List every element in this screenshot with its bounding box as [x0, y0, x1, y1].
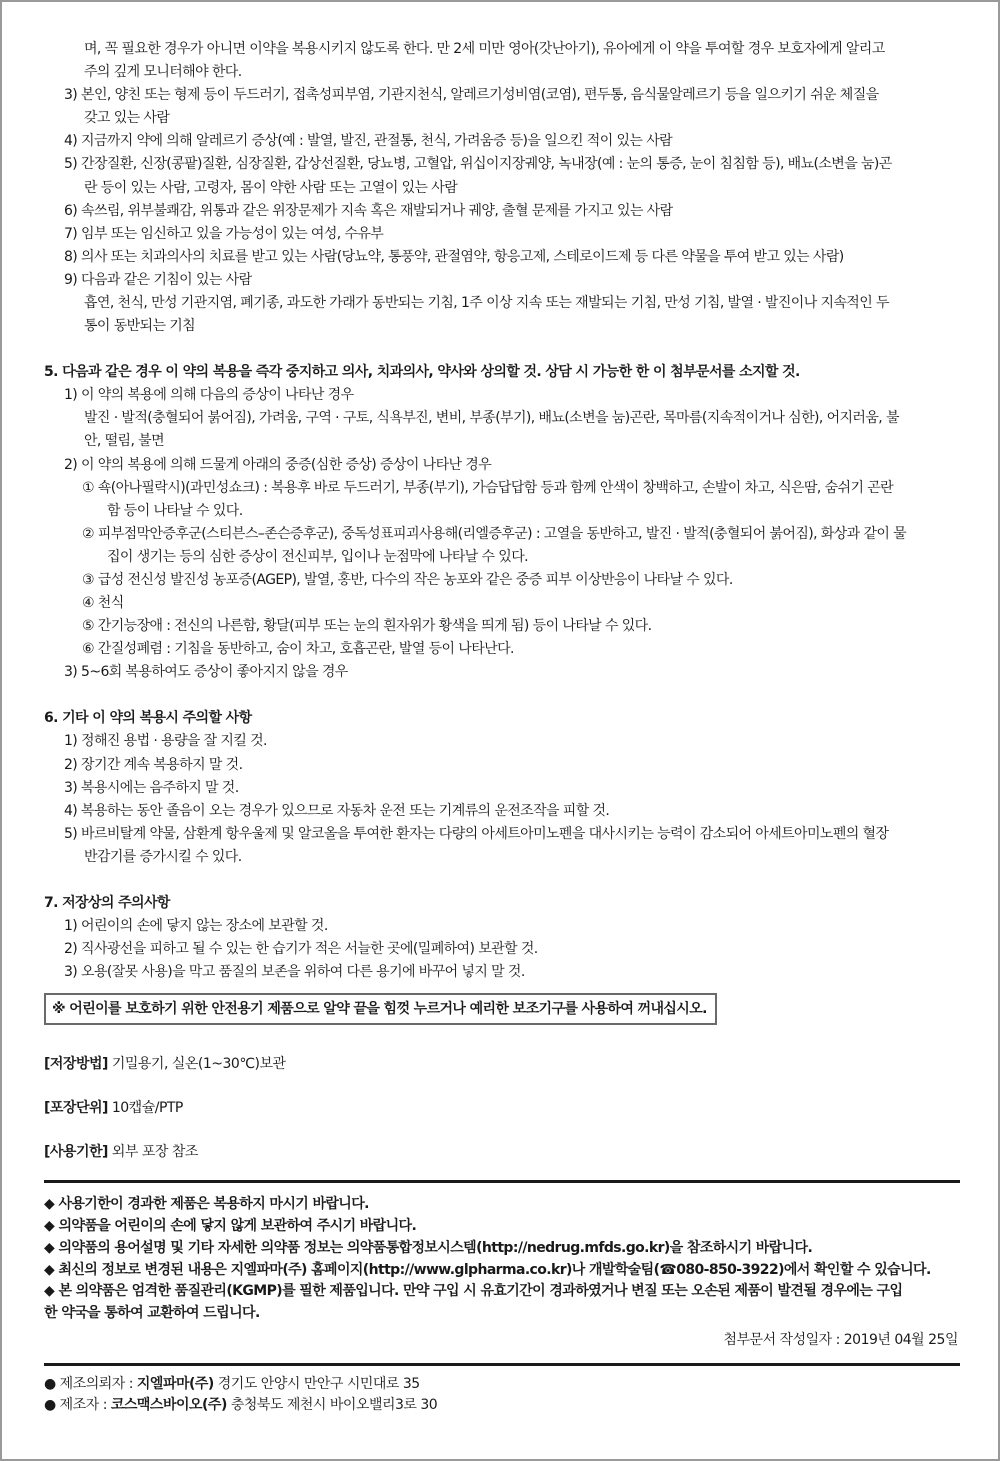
text-line: 5) 바르비탈계 약물, 삼환계 항우울제 및 알코올을 투여한 환자는 다량의 아세트아미노펜을 대사시키는 능력이 감소되어 아세트아미노펜의 혈장 — [64, 825, 889, 842]
company-name: 지엘파마(주) — [136, 1376, 214, 1393]
text-line: 7) 임부 또는 임신하고 있을 가능성이 있는 여성, 수유부 — [64, 225, 384, 242]
package-unit — [44, 1097, 960, 1119]
notice-item: ◆ 최신의 정보로 변경된 내용은 지엘파마(주) 홈페이지(http://www.glpharma.co.kr)나 개발학술팀(☎080-850-3922)에서 확인할 수 있습니다. — [44, 1261, 931, 1278]
text-line: 발진 · 발적(충혈되어 붉어짐), 가려움, 구역 · 구토, 식욕부진, 변비, 부종(부기), 배뇨(소변을 눔)곤란, 목마름(지속적이거나 심한), 어지러움, 불 — [84, 410, 899, 427]
text-line: 3) 5~6회 복용하여도 증상이 좋아지지 않을 경우 — [64, 664, 348, 681]
document-date: 첨부문서 작성일자 : 2019년 04월 25일 — [723, 1332, 958, 1349]
notice-item: ◆ 사용기한이 경과한 제품은 복용하지 마시기 바랍니다. — [44, 1196, 369, 1213]
text-line: 3) 본인, 양친 또는 형제 등이 두드러기, 접촉성피부염, 기관지천식, 알레르기성비염(코염), 편두통, 음식물알레르기 등을 일으키기 쉬운 체질을 — [64, 87, 879, 104]
text-line: 갖고 있는 사람 — [84, 110, 170, 127]
text-line: 1) 정해진 용법 · 용량을 잘 지킬 것. — [64, 733, 267, 750]
text-line: ④ 천식 — [82, 595, 124, 612]
section-6 — [44, 707, 960, 869]
company-address: 경기도 안양시 만안구 시민대로 35 — [217, 1376, 420, 1393]
text-line: 9) 다음과 같은 기침이 있는 사람 — [64, 271, 252, 288]
text-line: 며, 꼭 필요한 경우가 아니면 이약을 복용시키지 않도록 한다. 만 2세 미만 영아(갓난아기), 유아에게 이 약을 투여할 경우 보호자에게 알리고 — [84, 41, 885, 57]
field-label: [포장단위] — [44, 1100, 108, 1117]
bulletin-notices — [44, 1194, 960, 1325]
text-line: 반감기를 증가시킬 수 있다. — [84, 848, 242, 865]
text-line: 란 등이 있는 사람, 고령자, 몸이 약한 사람 또는 고열이 있는 사람 — [84, 179, 458, 196]
text-line: ③ 급성 전신성 발진성 농포증(AGEP), 발열, 홍반, 다수의 작은 농포와 같은 중증 피부 이상반응이 나타날 수 있다. — [82, 571, 733, 588]
text-line: 안, 떨림, 불면 — [84, 433, 165, 450]
section-heading: 6. 기타 이 약의 복용시 주의할 사항 — [44, 710, 252, 727]
expiry-info — [44, 1141, 960, 1163]
field-value: 외부 포장 참조 — [111, 1144, 198, 1161]
manufacturer — [44, 1395, 960, 1416]
notice-item: ◆ 본 의약품은 엄격한 품질관리(KGMP)를 필한 제품입니다. 만약 구입 시 유효기간이 경과하였거나 변질 또는 오손된 제품이 발견될 경우에는 구입 — [44, 1283, 903, 1300]
company-address: 충청북도 제천시 바이오밸리3로 30 — [230, 1397, 438, 1414]
section-7 — [44, 892, 960, 984]
precaution-continuation — [44, 38, 960, 338]
text-line: 1) 어린이의 손에 닿지 않는 장소에 보관할 것. — [64, 918, 328, 934]
section-heading: 5. 다음과 같은 경우 이 약의 복용을 즉각 중지하고 의사, 치과의사, 약사와 상의할 것. 상담 시 가능한 한 이 첨부문서를 소지할 것. — [44, 364, 800, 381]
field-value: 10캡슐/PTP — [111, 1100, 183, 1117]
text-line: 함 등이 나타날 수 있다. — [107, 502, 243, 519]
text-line: 6) 속쓰림, 위부불쾌감, 위통과 같은 위장문제가 지속 혹은 재발되거나 궤양, 출혈 문제를 가지고 있는 사람 — [64, 202, 673, 219]
field-label: ● 제조자 : — [44, 1397, 107, 1414]
storage-method — [44, 1053, 960, 1075]
text-line: ⑥ 간질성폐렴 : 기침을 동반하고, 숨이 차고, 호흡곤란, 발열 등이 나타난다. — [82, 641, 514, 658]
text-line: 3) 복용시에는 음주하지 말 것. — [64, 779, 239, 796]
field-label: ● 제조의뢰자 : — [44, 1376, 133, 1393]
text-line: 흡연, 천식, 만성 기관지염, 폐기종, 과도한 가래가 동반되는 기침, 1주 이상 지속 또는 재발되는 기침, 만성 기침, 발열 · 발진이나 지속적인 두 — [84, 295, 889, 312]
field-label: [사용기한] — [44, 1144, 108, 1161]
field-label: [저장방법] — [44, 1056, 108, 1073]
manufacturer-client — [44, 1374, 960, 1395]
company-name: 코스맥스바이오(주) — [110, 1397, 227, 1414]
notice-item: ◆ 의약품의 용어설명 및 기타 자세한 의약품 정보는 의약품통합정보시스템(http://nedrug.mfds.go.kr)을 참조하시기 바랍니다. — [44, 1239, 813, 1256]
text-line: ① 쇽(아나필락시)(과민성쇼크) : 복용후 바로 두드러기, 부종(부기), 가슴답답함 등과 함께 안색이 창백하고, 손발이 차고, 식은땀, 숨쉬기 곤란 — [82, 479, 894, 496]
child-safety-notice: ※ 어린이를 보호하기 위한 안전용기 제품으로 알약 끝을 힘껏 누르거나 예리한 보조기구를 사용하여 꺼내십시오. — [44, 993, 717, 1025]
notice-item: 한 약국을 통하여 교환하여 드립니다. — [44, 1305, 260, 1322]
text-line: 주의 깊게 모니터해야 한다. — [84, 64, 242, 81]
text-line: 4) 지금까지 약에 의해 알레르기 증상(예 : 발열, 발진, 관절통, 천식, 가려움증 등)을 일으킨 적이 있는 사람 — [64, 133, 673, 150]
text-line: 8) 의사 또는 치과의사의 치료를 받고 있는 사람(당뇨약, 통풍약, 관절염약, 항응고제, 스테로이드제 등 다른 약물을 투여 받고 있는 사람) — [64, 248, 844, 265]
section-heading: 7. 저장상의 주의사항 — [44, 895, 170, 911]
text-line: 4) 복용하는 동안 졸음이 오는 경우가 있으므로 자동차 운전 또는 기계류의 운전조작을 피할 것. — [64, 802, 610, 819]
field-value: 기밀용기, 실온(1~30℃)보관 — [111, 1056, 286, 1073]
text-line: 집이 생기는 등의 심한 증상이 전신피부, 입이나 눈점막에 나타날 수 있다. — [107, 548, 528, 565]
section-5 — [44, 361, 960, 684]
text-line: ② 피부점막안증후군(스티븐스–존슨증후군), 중독성표피괴사용해(리엘증후군) : 고열을 동반하고, 발진 · 발적(충혈되어 붉어짐), 화상과 같이 물 — [82, 525, 907, 542]
notice-item: ◆ 의약품을 어린이의 손에 닿지 않게 보관하여 주시기 바랍니다. — [44, 1218, 417, 1235]
text-line: 2) 장기간 계속 복용하지 말 것. — [64, 756, 243, 773]
text-line: 2) 직사광선을 피하고 될 수 있는 한 습기가 적은 서늘한 곳에(밀폐하여) 보관할 것. — [64, 941, 538, 958]
text-line: ⑤ 간기능장애 : 전신의 나른함, 황달(피부 또는 눈의 흰자위가 황색을 띄게 됨) 등이 나타날 수 있다. — [82, 618, 652, 635]
text-line: 3) 오용(잘못 사용)을 막고 품질의 보존을 위하여 다른 용기에 바꾸어 넣지 말 것. — [64, 964, 525, 981]
text-line: 5) 간장질환, 신장(콩팥)질환, 심장질환, 갑상선질환, 당뇨병, 고혈압, 위십이지장궤양, 녹내장(예 : 눈의 통증, 눈이 침침함 등), 배뇨(소변을 눔)곤 — [64, 156, 892, 173]
text-line: 통이 동반되는 기침 — [84, 318, 196, 335]
text-line: 1) 이 약의 복용에 의해 다음의 증상이 나타난 경우 — [64, 387, 354, 404]
text-line: 2) 이 약의 복용에 의해 드물게 아래의 중증(심한 증상) 증상이 나타난 경우 — [64, 456, 492, 473]
